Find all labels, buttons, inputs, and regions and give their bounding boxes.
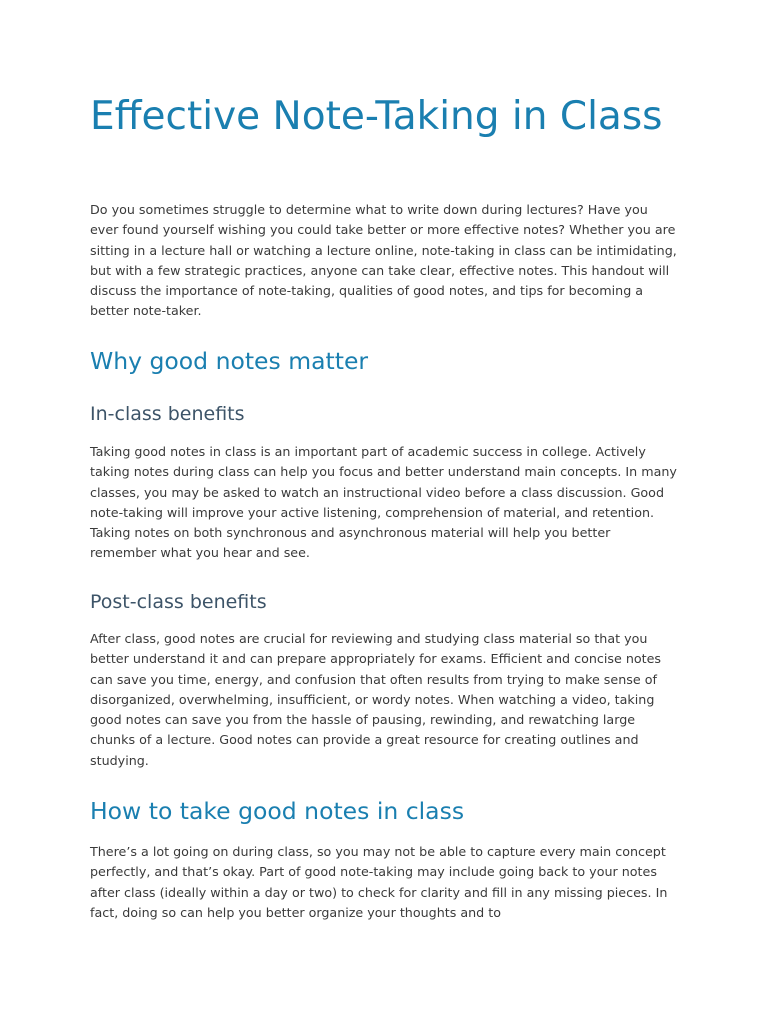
intro-paragraph: Do you sometimes struggle to determine what to write down during lectures? Have you ever found yourself wishing you could take better or more effective notes? Whether you are sitting in a lecture hall or watching a lecture online, note-taking in class can be intimidating, but with a few strategic practices, anyone can take clear, effective notes. This handout will discuss the importance of note-taking, qualities of good notes, and tips for becoming a better note-taker. bbox=[90, 202, 677, 319]
heading-why-good-notes-matter: Why good notes matter bbox=[90, 347, 369, 375]
post-class-benefits-paragraph: After class, good notes are crucial for reviewing and studying class material so that you better understand it and can prepare appropriately for exams. Efficient and concise notes can save you time, energy, and confusion that often results from trying to make sense of disorganized, overwhelming, insufficient, or wordy notes. When watching a video, taking good notes can save you from the hassle of pausing, rewinding, and rewatching large chunks of a lecture. Good notes can provide a great resource for creating outlines and studying. bbox=[90, 631, 662, 768]
document-title: Effective Note-Taking in Class bbox=[90, 94, 663, 139]
heading-how-to-take-good-notes: How to take good notes in class bbox=[90, 797, 465, 825]
how-to-take-notes-paragraph: There’s a lot going on during class, so you may not be able to capture every main concept perfectly, and that’s okay. Part of good note-taking may include going back to your notes after class (ideally within a day or two) to check for clarity and fill in any missing pieces. In fact, doing so can help you better organize your thoughts and to bbox=[90, 844, 668, 920]
heading-in-class-benefits: In-class benefits bbox=[90, 403, 245, 425]
in-class-benefits-paragraph: Taking good notes in class is an important part of academic success in college. Actively taking notes during class can help you focus and better understand main concepts. In many classes, you may be asked to watch an instructional video before a class discussion. Good note-taking will improve your active listening, comprehension of material, and retention. Taking notes on both synchronous and asynchronous material will help you better remember what you hear and see. bbox=[90, 444, 677, 561]
heading-post-class-benefits: Post-class benefits bbox=[90, 591, 267, 613]
